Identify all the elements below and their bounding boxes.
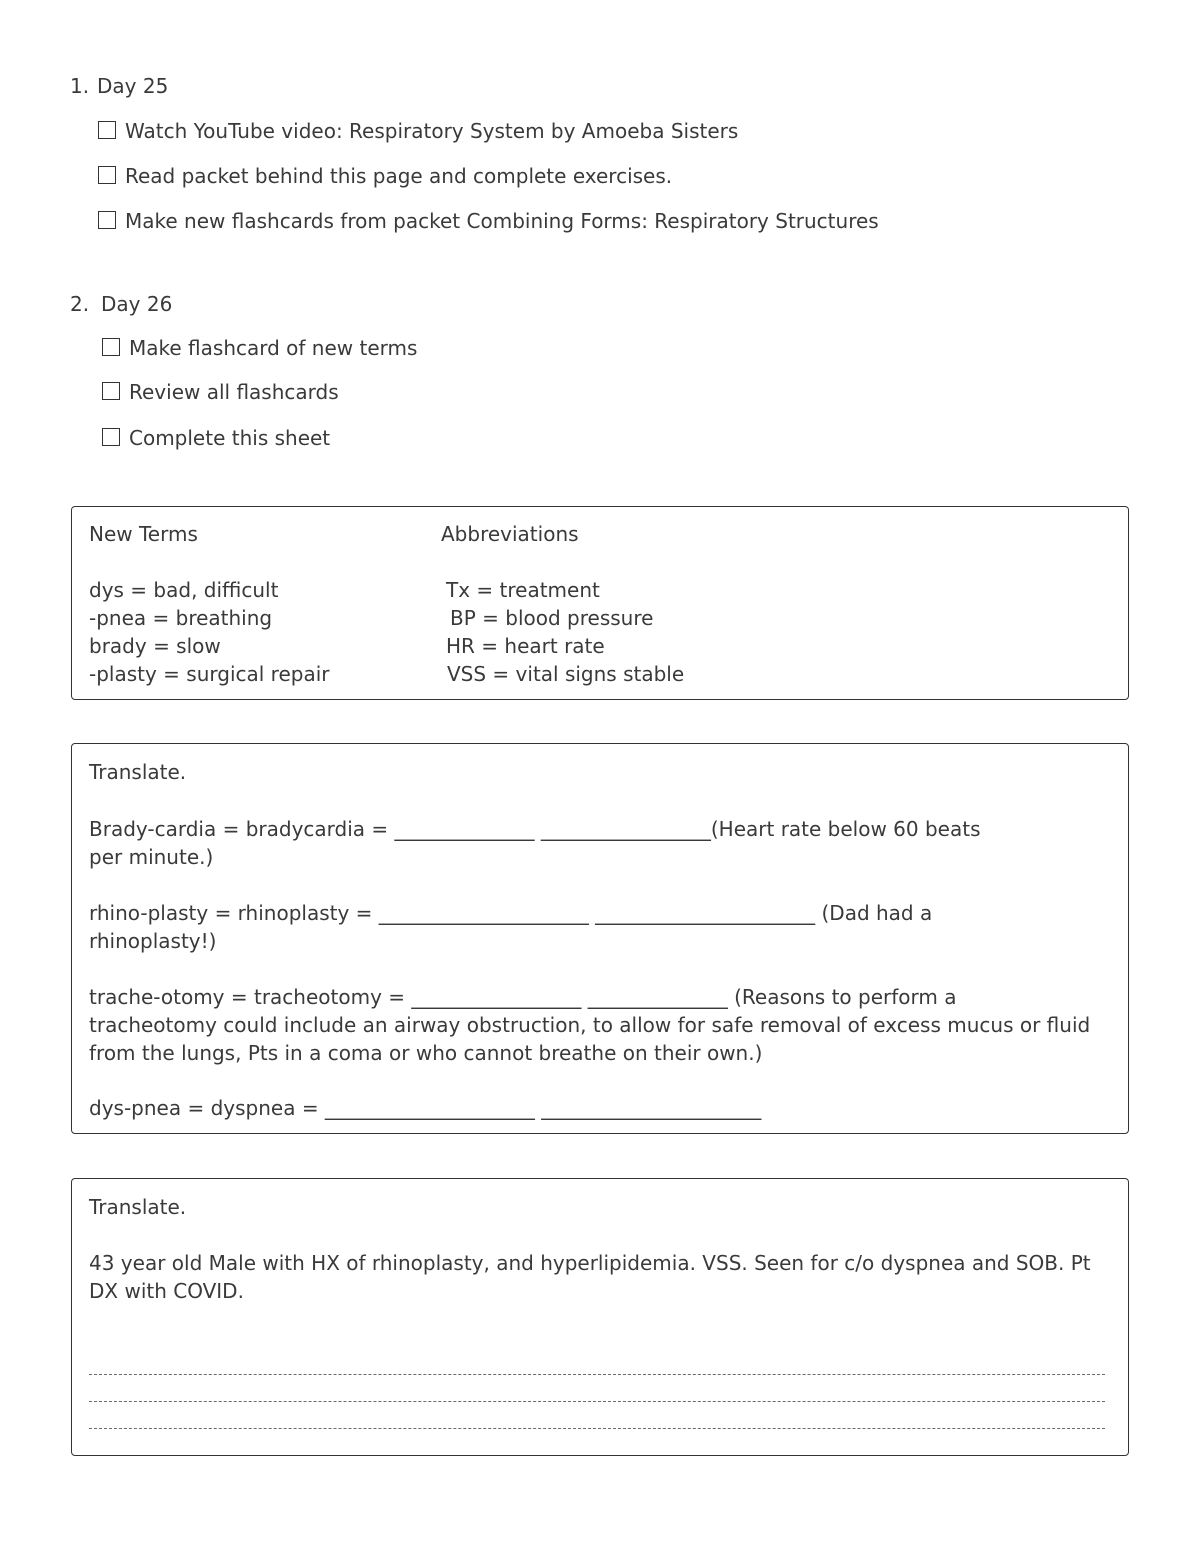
- checkbox[interactable]: [102, 382, 120, 400]
- day26-title: Day 26: [101, 292, 173, 316]
- term-item: -pnea = breathing: [89, 606, 273, 630]
- answer-line[interactable]: [89, 1374, 1105, 1375]
- new-terms-heading: New Terms: [89, 522, 198, 546]
- abbreviation-item: Tx = treatment: [446, 578, 600, 602]
- abbreviation-item: BP = blood pressure: [450, 606, 654, 630]
- term-item: dys = bad, difficult: [89, 578, 279, 602]
- abbreviation-item: HR = heart rate: [446, 634, 605, 658]
- task-label: Read packet behind this page and complete exercises.: [125, 164, 673, 188]
- answer-line[interactable]: [89, 1401, 1105, 1402]
- translate-item-line[interactable]: trache-otomy = tracheotomy = _________________ ______________ (Reasons to perform a: [89, 985, 957, 1009]
- answer-line[interactable]: [89, 1428, 1105, 1429]
- checkbox[interactable]: [98, 166, 116, 184]
- case-sentence: DX with COVID.: [89, 1279, 244, 1303]
- task-label: Complete this sheet: [129, 426, 331, 450]
- translate-item-line: tracheotomy could include an airway obstruction, to allow for safe removal of excess mucus or fluid: [89, 1013, 1091, 1037]
- task-label: Watch YouTube video: Respiratory System by Amoeba Sisters: [125, 119, 739, 143]
- translate-sentence-box: [71, 1178, 1129, 1456]
- day26-number: 2.: [70, 292, 90, 316]
- task-label: Review all flashcards: [129, 380, 339, 404]
- day25-number: 1.: [70, 74, 90, 98]
- term-item: brady = slow: [89, 634, 221, 658]
- checkbox[interactable]: [102, 338, 120, 356]
- translate-item-line[interactable]: rhino-plasty = rhinoplasty = _____________________ ______________________ (Dad had a: [89, 901, 933, 925]
- day25-title: Day 25: [97, 74, 169, 98]
- checkbox[interactable]: [98, 211, 116, 229]
- translate-item-line: rhinoplasty!): [89, 929, 217, 953]
- checkbox[interactable]: [98, 121, 116, 139]
- translate-item-line[interactable]: Brady-cardia = bradycardia = ______________ _________________(Heart rate below 60 beats: [89, 817, 981, 841]
- checkbox[interactable]: [102, 428, 120, 446]
- task-label: Make new flashcards from packet Combining Forms: Respiratory Structures: [125, 209, 879, 233]
- translate-heading: Translate.: [89, 1195, 187, 1219]
- abbreviations-heading: Abbreviations: [441, 522, 579, 546]
- term-item: -plasty = surgical repair: [89, 662, 330, 686]
- translate-terms-box: [71, 743, 1129, 1134]
- case-sentence: 43 year old Male with HX of rhinoplasty, and hyperlipidemia. VSS. Seen for c/o dyspnea and SOB. Pt: [89, 1251, 1091, 1275]
- task-label: Make flashcard of new terms: [129, 336, 418, 360]
- translate-item-line: per minute.): [89, 845, 214, 869]
- translate-item-line: from the lungs, Pts in a coma or who cannot breathe on their own.): [89, 1041, 763, 1065]
- abbreviation-item: VSS = vital signs stable: [447, 662, 685, 686]
- translate-heading: Translate.: [89, 760, 187, 784]
- translate-item-line[interactable]: dys-pnea = dyspnea = _____________________ ______________________: [89, 1096, 762, 1120]
